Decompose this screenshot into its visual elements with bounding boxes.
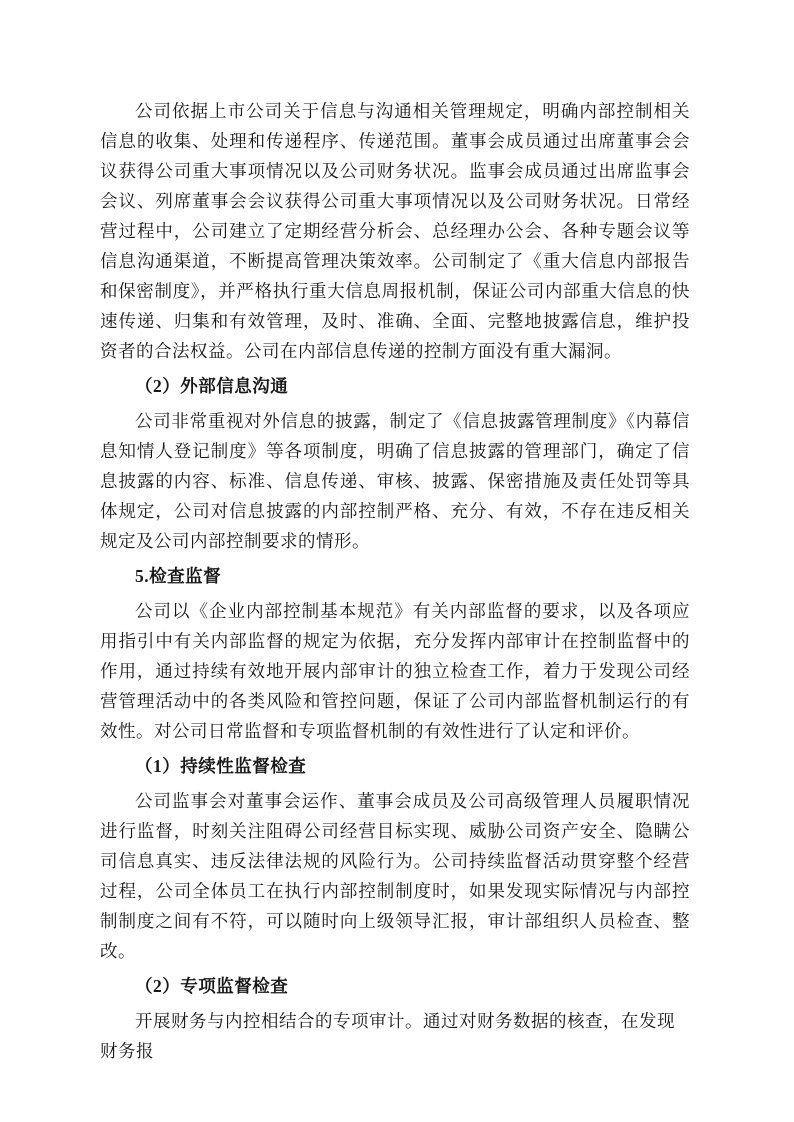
section-heading-external-info-communication: （2）外部信息沟通: [135, 376, 289, 396]
document-content: [100, 96, 690, 1066]
section-heading-special-supervision: （2）专项监督检查: [135, 976, 289, 996]
paragraph-internal-info-communication: 公司依据上市公司关于信息与沟通相关管理规定，明确内部控制相关信息的收集、处理和传递程序、传递范围。董事会成员通过出席董事会会议获得公司重大事项情况以及公司财务状况。监事会成员通过出席监事会会议、列席董事会会议获得公司重大事项情况以及公司财务状况。日常经营过程中，公司建立了定期经营分析会、总经理办公会、各种专题会议等信息沟通渠道，不断提高管理决策效率。公司制定了《重大信息内部报告和保密制度》，并严格执行重大信息周报机制，保证公司内部重大信息的快速传递、归集和有效管理，及时、准确、全面、完整地披露信息，维护投资者的合法权益。公司在内部信息传递的控制方面没有重大漏洞。: [100, 101, 690, 361]
paragraph-external-disclosure: 公司非常重视对外信息的披露，制定了《信息披露管理制度》《内幕信息知情人登记制度》等各项制度，明确了信息披露的管理部门，确定了信息披露的内容、标准、信息传递、审核、披露、保密措施及责任处罚等具体规定，公司对信息披露的内部控制严格、充分、有效，不存在违反相关规定及公司内部控制要求的情形。: [100, 411, 690, 551]
section-heading-continuous-supervision: （1）持续性监督检查: [135, 756, 307, 776]
section-heading-inspection-supervision: 5.检查监督: [135, 566, 222, 586]
paragraph-supervision-basis: 公司以《企业内部控制基本规范》有关内部监督的要求，以及各项应用指引中有关内部监督的规定为依据，充分发挥内部审计在控制监督中的作用，通过持续有效地开展内部审计的独立检查工作，着力于发现公司经营管理活动中的各类风险和管控问题，保证了公司内部监督机制运行的有效性。对公司日常监督和专项监督机制的有效性进行了认定和评价。: [100, 601, 690, 741]
paragraph-continuous-supervision-detail: 公司监事会对董事会运作、董事会成员及公司高级管理人员履职情况进行监督，时刻关注阻碍公司经营目标实现、威胁公司资产安全、隐瞒公司信息真实、违反法律法规的风险行为。公司持续监督活动贯穿整个经营过程，公司全体员工在执行内部控制制度时，如果发现实际情况与内部控制制度之间有不符，可以随时向上级领导汇报，审计部组织人员检查、整改。: [100, 791, 690, 961]
paragraph-special-audit: 开展财务与内控相结合的专项审计。通过对财务数据的核查，在发现财务报: [100, 1011, 675, 1061]
